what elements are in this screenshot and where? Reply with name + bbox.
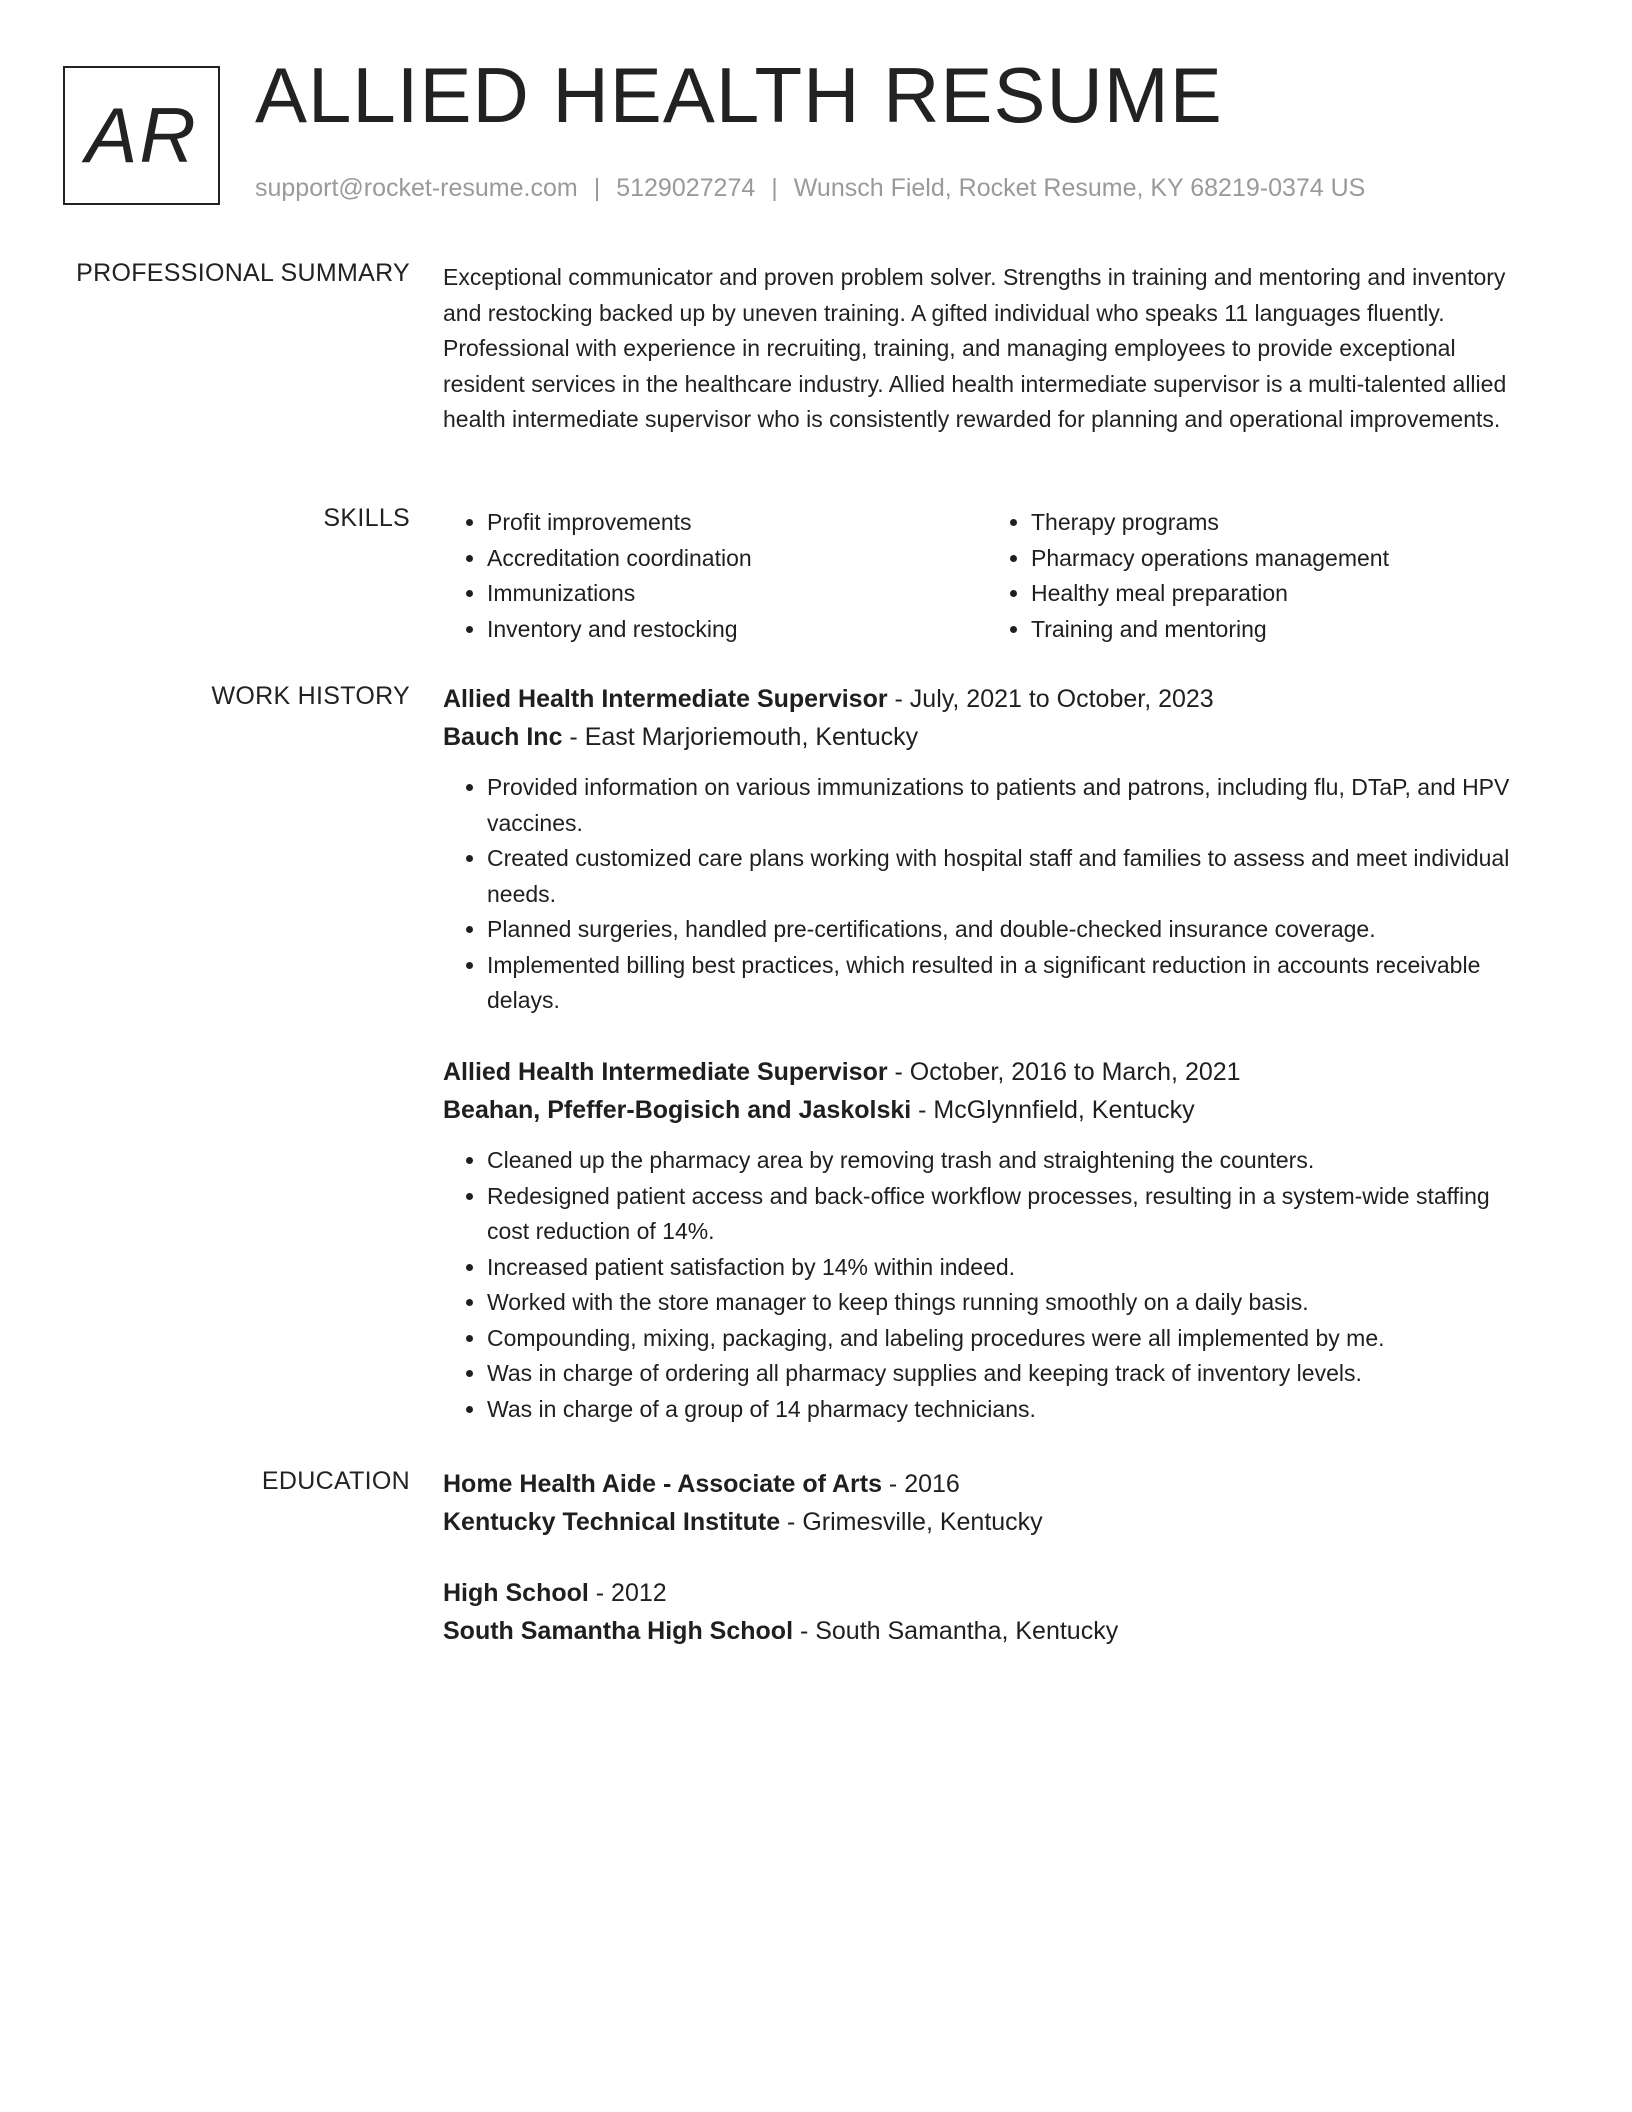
section-label-skills: SKILLS [323, 504, 410, 532]
job-company: Bauch Inc [443, 723, 563, 751]
job-location: - McGlynnfield, Kentucky [911, 1096, 1195, 1124]
contact-email: support@rocket-resume.com [255, 174, 578, 202]
education-year: - 2012 [588, 1579, 667, 1607]
skill-item: • Immunizations [487, 576, 987, 612]
education-school-line [443, 1612, 1538, 1650]
education-degree-line [443, 1574, 1538, 1612]
skill-item: • Pharmacy operations management [1031, 541, 1531, 577]
job-bullets [443, 770, 1538, 1019]
job-company-line [443, 718, 1538, 756]
job-bullet: • Compounding, mixing, packaging, and labeling procedures were all implemented by me. [487, 1321, 1538, 1357]
skills-list-right [987, 505, 1531, 647]
job-bullet: • Created customized care plans working with hospital staff and families to assess and meet individual needs. [487, 841, 1538, 912]
skills-list-left [443, 505, 987, 647]
job-bullet: • Cleaned up the pharmacy area by removing trash and straightening the counters. [487, 1143, 1538, 1179]
job-title-line [443, 1053, 1538, 1091]
contact-phone: 5129027274 [616, 174, 756, 202]
job-title-line [443, 680, 1538, 718]
job-location: - East Marjoriemouth, Kentucky [562, 723, 919, 751]
education-school-line [443, 1503, 1538, 1541]
education-school: Kentucky Technical Institute [443, 1508, 781, 1536]
contact-separator: | [593, 174, 601, 202]
contact-address: Wunsch Field, Rocket Resume, KY 68219-0374 US [793, 174, 1366, 202]
section-label-summary: PROFESSIONAL SUMMARY [76, 259, 410, 287]
education-entry [443, 1574, 1538, 1650]
job-company: Beahan, Pfeffer-Bogisich and Jaskolski [443, 1096, 912, 1124]
resume-title: ALLIED HEALTH RESUME [255, 51, 1223, 139]
job-bullet: • Was in charge of ordering all pharmacy supplies and keeping track of inventory levels. [487, 1356, 1538, 1392]
job-bullets [443, 1143, 1538, 1427]
job-bullet: • Worked with the store manager to keep things running smoothly on a daily basis. [487, 1285, 1538, 1321]
skill-item: • Profit improvements [487, 505, 987, 541]
education-degree: High School [443, 1579, 589, 1607]
education-year: - 2016 [881, 1470, 960, 1498]
skill-item: • Therapy programs [1031, 505, 1531, 541]
education-school: South Samantha High School [443, 1617, 794, 1645]
skill-item: • Inventory and restocking [487, 612, 987, 648]
job-bullet: • Implemented billing best practices, which resulted in a significant reduction in accounts receivable delays. [487, 948, 1538, 1019]
job-bullet: • Increased patient satisfaction by 14% within indeed. [487, 1250, 1538, 1286]
skill-item: • Healthy meal preparation [1031, 576, 1531, 612]
job-entry [443, 680, 1538, 1019]
education-location: - South Samantha, Kentucky [793, 1617, 1119, 1645]
job-entry [443, 1053, 1538, 1427]
section-label-work-history: WORK HISTORY [211, 682, 410, 710]
education-degree-line [443, 1465, 1538, 1503]
skill-item: • Training and mentoring [1031, 612, 1531, 648]
job-dates: - October, 2016 to March, 2021 [887, 1058, 1241, 1086]
job-company-line [443, 1091, 1538, 1129]
education-location: - Grimesville, Kentucky [780, 1508, 1043, 1536]
job-bullet: • Redesigned patient access and back-office workflow processes, resulting in a system-wide staffing cost reduction of 14%. [487, 1179, 1538, 1250]
job-bullet: • Was in charge of a group of 14 pharmacy technicians. [487, 1392, 1538, 1428]
monogram-logo: AR [63, 66, 220, 205]
job-dates: - July, 2021 to October, 2023 [887, 685, 1214, 713]
job-title: Allied Health Intermediate Supervisor [443, 1058, 888, 1086]
job-bullet: • Provided information on various immunizations to patients and patrons, including flu, DTaP, and HPV vaccines. [487, 770, 1538, 841]
contact-separator: | [771, 174, 778, 202]
job-title: Allied Health Intermediate Supervisor [443, 685, 888, 713]
education-entry [443, 1465, 1538, 1541]
section-label-education: EDUCATION [261, 1467, 410, 1495]
contact-line [255, 174, 1365, 203]
education-degree: Home Health Aide - Associate of Arts [443, 1470, 882, 1498]
job-bullet: • Planned surgeries, handled pre-certifications, and double-checked insurance coverage. [487, 912, 1538, 948]
skill-item: • Accreditation coordination [487, 541, 987, 577]
summary-text: Exceptional communicator and proven problem solver. Strengths in training and mentoring and inventory and restocking backed up by uneven training. A gifted individual who speaks 11 languages fluently. Professional with experience in recruiting, training, and managing employees to provide exceptional resident services in the healthcare industry. Allied health intermediate supervisor is a multi-talented allied health intermediate supervisor who is consistently rewarded for planning and operational improvements. [443, 264, 1507, 432]
